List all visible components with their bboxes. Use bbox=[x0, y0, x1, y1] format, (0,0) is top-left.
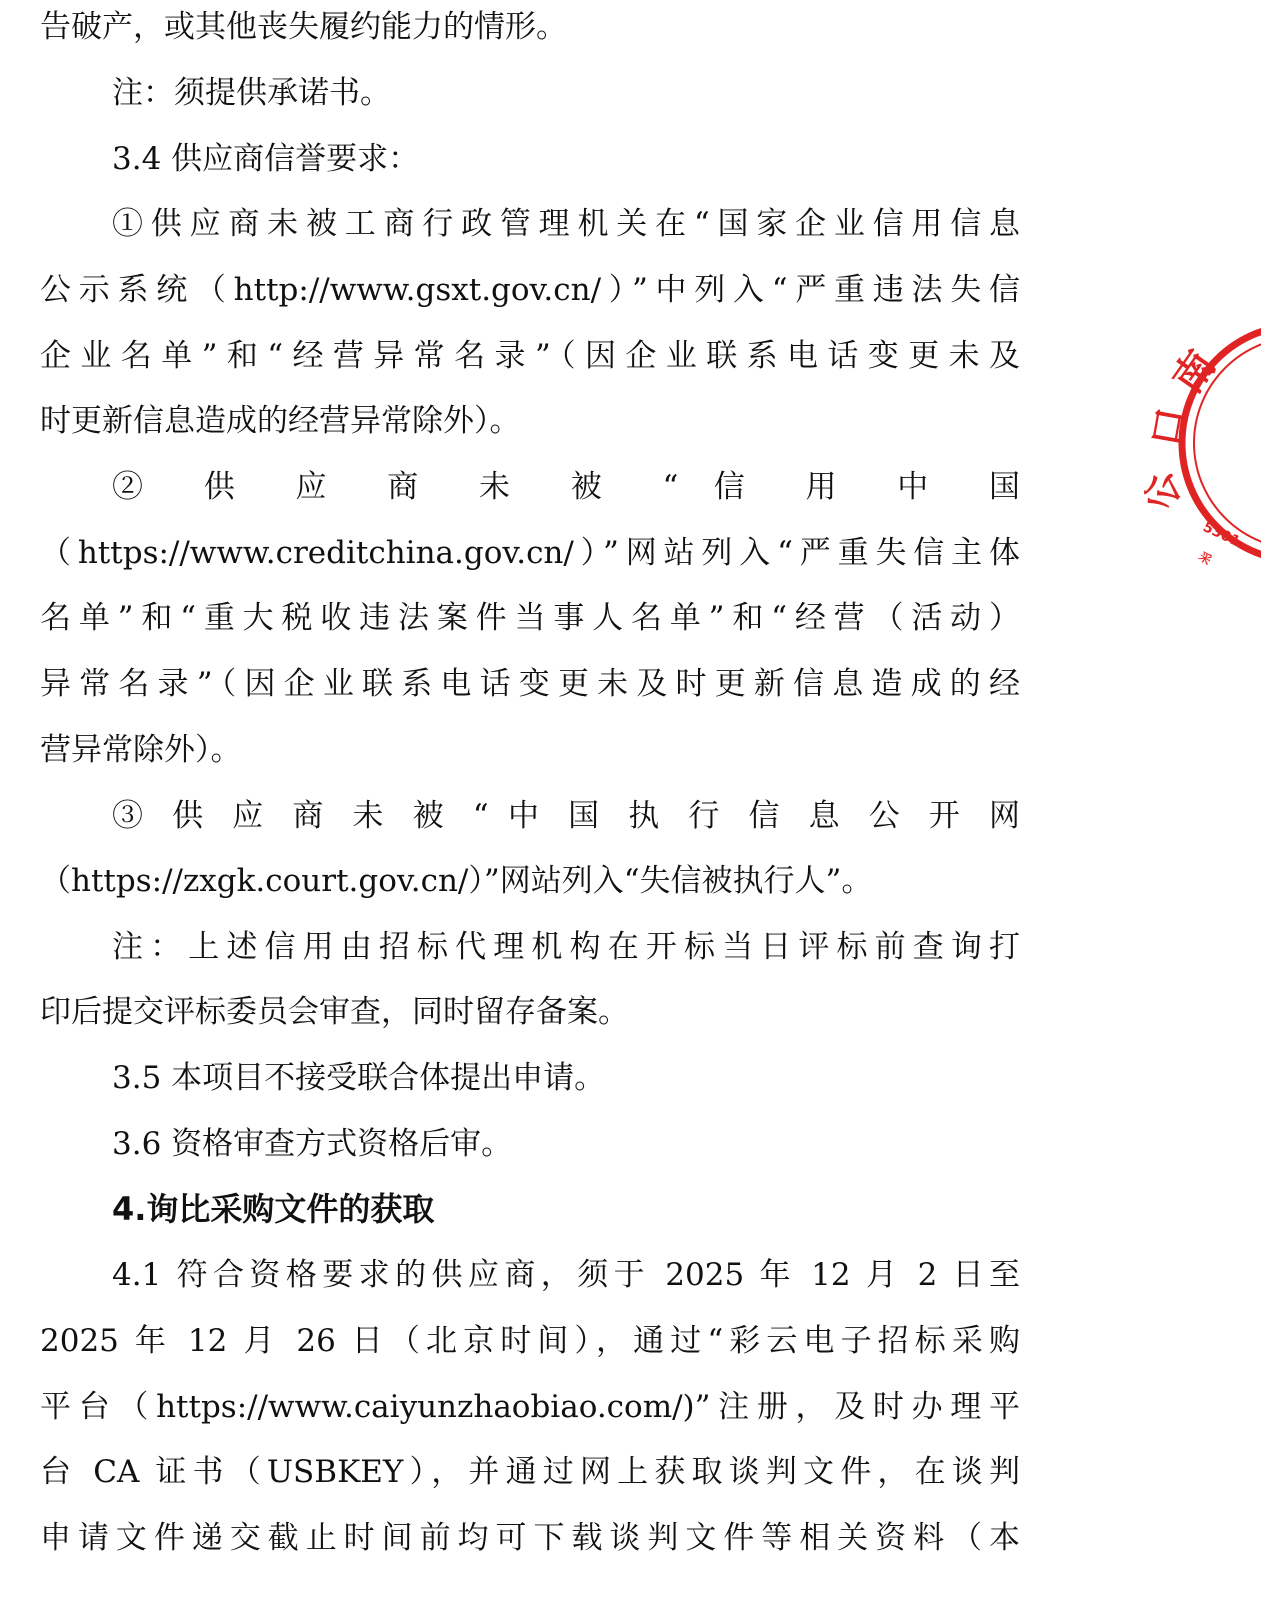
body-line: ③ 供 应 商 未 被 “ 中 国 执 行 信 息 公 开 网 bbox=[112, 798, 1020, 834]
body-line: 印后提交评标委员会审查，同时留存备案。 bbox=[40, 994, 629, 1030]
section-heading: 4.询比采购文件的获取 bbox=[112, 1190, 435, 1228]
body-line: 台 CA 证书（USBKEY），并通过网上获取谈判文件，在谈判 bbox=[40, 1454, 1020, 1490]
body-line: 3.5 本项目不接受联合体提出申请。 bbox=[112, 1060, 606, 1096]
seal-text-low: 公 bbox=[1137, 467, 1189, 515]
body-line: 时更新信息造成的经营异常除外）。 bbox=[40, 403, 521, 439]
body-line: 2025 年 12 月 26 日（北京时间），通过“彩云电子招标采购 bbox=[40, 1323, 1020, 1359]
body-line: ② 供 应 商 未 被 “ 信 用 中 国 bbox=[112, 469, 1020, 505]
body-line: 申请文件递交截止时间前均可下载谈判文件等相关资料（本 bbox=[40, 1520, 1020, 1556]
seal-text-mid: 口 bbox=[1143, 404, 1194, 450]
seal-number: 5301 bbox=[1200, 519, 1243, 551]
body-line: ①供应商未被工商行政管理机关在“国家企业信用信息 bbox=[112, 206, 1020, 242]
body-line: 告破产，或其他丧失履约能力的情形。 bbox=[40, 9, 567, 45]
section-heading: 3.4 供应商信誉要求： bbox=[112, 141, 420, 177]
seal-text-bottom: 采 bbox=[1196, 548, 1215, 568]
note-line: 注：上述信用由招标代理机构在开标当日评标前查询打 bbox=[112, 929, 1020, 965]
body-line: 公示系统（http://www.gsxt.gov.cn/）”中列入“严重违法失信 bbox=[40, 272, 1020, 308]
seal-stamp-icon bbox=[1137, 318, 1261, 568]
body-line: 营异常除外）。 bbox=[40, 732, 242, 768]
body-line: 3.6 资格审查方式资格后审。 bbox=[112, 1126, 513, 1162]
official-seal bbox=[1137, 318, 1261, 568]
body-line: （https://zxgk.court.gov.cn/）”网站列入“失信被执行人”。 bbox=[40, 863, 873, 899]
body-line: （https://www.creditchina.gov.cn/）”网站列入“严重失信主体 bbox=[40, 535, 1020, 571]
body-line: 平台（https://www.caiyunzhaobiao.com/)”注册，及时办理平 bbox=[40, 1389, 1020, 1425]
body-line: 4.1 符合资格要求的供应商，须于 2025 年 12 月 2 日至 bbox=[112, 1257, 1020, 1293]
body-line: 名单”和“重大税收违法案件当事人名单”和“经营（活动） bbox=[40, 600, 1020, 636]
seal-text-top: 南 bbox=[1164, 342, 1226, 402]
note-line: 注：须提供承诺书。 bbox=[112, 75, 391, 111]
body-line: 异常名录”（因企业联系电话变更未及时更新信息造成的经 bbox=[40, 666, 1020, 702]
body-line: 企业名单”和“经营异常名录”（因企业联系电话变更未及 bbox=[40, 338, 1020, 374]
